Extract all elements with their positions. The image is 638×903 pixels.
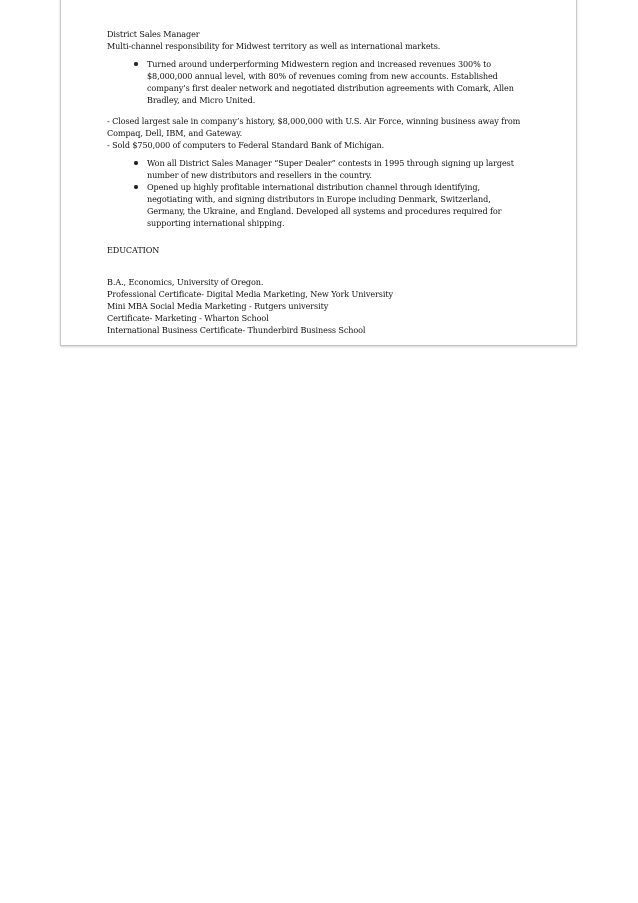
bullet-icon [134, 62, 138, 66]
bullet-icon [134, 161, 138, 165]
bullet-list-2 [107, 157, 547, 229]
education-item: Mini MBA Social Media Marketing - Rutgers university [107, 301, 329, 311]
education-item: International Business Certificate- Thunderbird Business School [107, 325, 366, 335]
achievement-line: - Closed largest sale in company’s history, $8,000,000 with U.S. Air Force, winning business away from Compaq, Dell, IBM, and Gateway. [107, 116, 521, 138]
bullet-text: Turned around underperforming Midwestern region and increased revenues 300% to $8,000,000 annual level, with 80% of revenues coming from new accounts. Established company’s first dealer network and negotiated distribution agreements with Comark, Allen Bradley, and Micro United. [147, 59, 514, 105]
list-item [107, 181, 517, 229]
bullet-list-1 [107, 58, 547, 106]
document-page [60, 0, 577, 346]
list-item [107, 157, 517, 181]
resume-content [107, 28, 547, 336]
achievement-line: - Sold $750,000 of computers to Federal Standard Bank of Michigan. [107, 140, 385, 150]
bullet-text: Won all District Sales Manager “Super Dealer” contests in 1995 through signing up largest number of new distributors and resellers in the country. [147, 158, 514, 180]
education-item: Professional Certificate- Digital Media Marketing, New York University [107, 289, 393, 299]
education-heading: EDUCATION [107, 245, 160, 255]
job-title: District Sales Manager [107, 29, 200, 39]
bullet-text: Opened up highly profitable international distribution channel through identifying, negotiating with, and signing distributors in Europe including Denmark, Switzerland, Germany, the Ukraine, and England. Developed all systems and procedures required for supporting international shipping. [147, 182, 502, 228]
list-item [107, 58, 517, 106]
job-summary: Multi-channel responsibility for Midwest territory as well as international markets. [107, 41, 441, 51]
education-item: B.A., Economics, University of Oregon. [107, 277, 264, 287]
education-item: Certificate- Marketing - Wharton School [107, 313, 269, 323]
bullet-icon [134, 185, 138, 189]
